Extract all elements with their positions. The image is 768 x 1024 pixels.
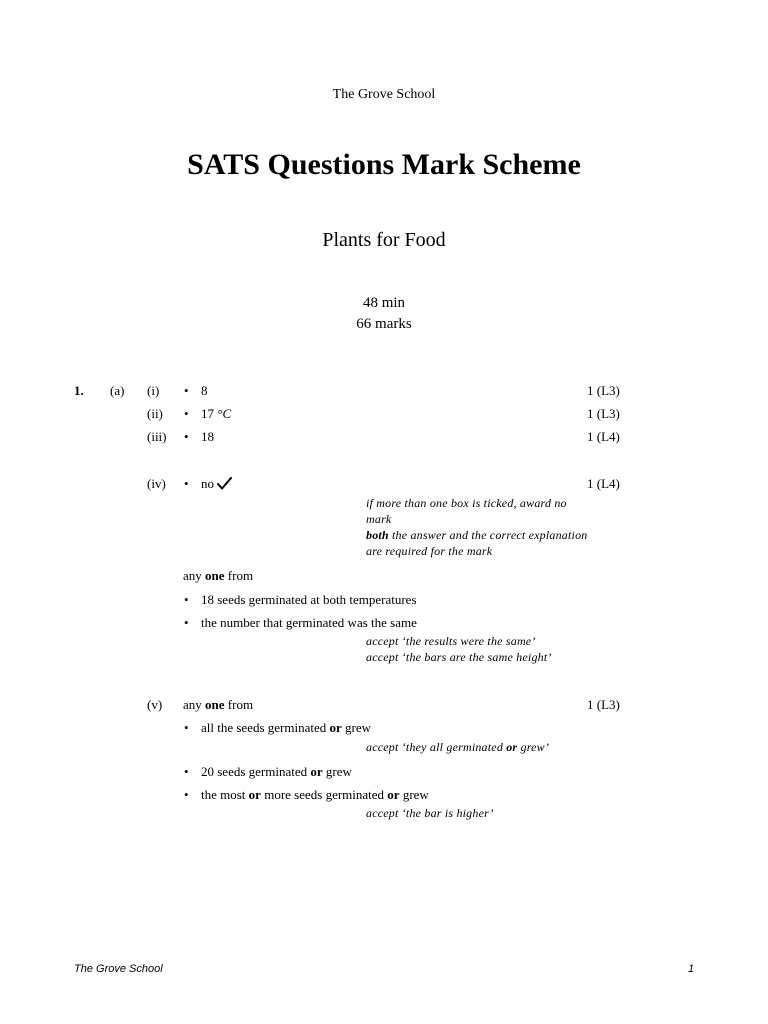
mark-iii: 1 (L4) <box>587 429 620 444</box>
mark-iv: 1 (L4) <box>587 476 620 491</box>
accept-note: accept ‘the bars are the same height’ <box>366 650 552 664</box>
accept-text: grew’ <box>517 740 550 754</box>
option-or: or <box>310 764 323 779</box>
bullet: • <box>184 720 189 735</box>
page-number: 1 <box>688 963 695 975</box>
item-label-v: (v) <box>147 697 163 712</box>
option-text: more seeds germinated <box>260 787 388 802</box>
item-label-iv: (iv) <box>147 476 166 491</box>
bullet: • <box>184 764 189 779</box>
question-part: (a) <box>110 383 125 398</box>
accept-or: or <box>506 740 518 754</box>
mark-i: 1 (L3) <box>587 383 620 398</box>
accept-note <box>366 740 549 755</box>
mark-ii: 1 (L3) <box>587 406 620 421</box>
answer-iv-text: no <box>201 476 214 491</box>
answer-i: 8 <box>201 383 208 398</box>
bullet: • <box>184 476 189 491</box>
answer-iii: 18 <box>201 429 214 444</box>
page-subtitle: Plants for Food <box>322 229 446 251</box>
item-label-i: (i) <box>147 383 160 398</box>
bullet: • <box>184 383 189 398</box>
accept-note: accept ‘the bar is higher’ <box>366 806 494 820</box>
note-line <box>366 528 587 543</box>
note-bold: both <box>366 528 389 542</box>
any-one-bold: one <box>205 697 225 712</box>
bullet: • <box>184 615 189 630</box>
note-line: are required for the mark <box>366 544 493 558</box>
option-v-3 <box>201 787 429 803</box>
any-one-from <box>183 568 253 584</box>
option-text: 20 seeds germinated <box>201 764 311 779</box>
answer-ii <box>201 406 231 422</box>
bullet: • <box>184 592 189 607</box>
time-allowed: 48 min <box>362 295 406 311</box>
note-line: if more than one box is ticked, award no <box>366 496 567 510</box>
option-or: or <box>248 787 261 802</box>
answer-iv <box>201 476 232 494</box>
accept-note: accept ‘the results were the same’ <box>366 634 536 648</box>
note-line: mark <box>366 512 392 526</box>
option-v-1 <box>201 720 371 736</box>
option-text: the most <box>201 787 249 802</box>
option-text: grew <box>399 787 429 802</box>
accept-text: accept ‘they all germinated <box>366 740 507 754</box>
answer-ii-value: 17 <box>201 406 218 421</box>
item-label-iii: (iii) <box>147 429 167 444</box>
any-one-from <box>183 697 253 713</box>
option-iv-2: the number that germinated was the same <box>201 615 417 630</box>
note-text: the answer and the correct explanation <box>388 528 588 542</box>
any-one-post: from <box>224 697 254 712</box>
question-number: 1. <box>74 383 84 398</box>
option-text: all the seeds germinated <box>201 720 330 735</box>
school-name: The Grove School <box>332 87 436 102</box>
any-one-post: from <box>224 568 254 583</box>
item-label-ii: (ii) <box>147 406 163 421</box>
option-or: or <box>329 720 342 735</box>
page-title: SATS Questions Mark Scheme <box>187 148 581 181</box>
mark-v: 1 (L3) <box>587 697 620 712</box>
bullet: • <box>184 406 189 421</box>
bullet: • <box>184 787 189 802</box>
bullet: • <box>184 429 189 444</box>
option-iv-1: 18 seeds germinated at both temperatures <box>201 592 417 607</box>
option-or: or <box>387 787 400 802</box>
option-text: grew <box>322 764 352 779</box>
answer-ii-unit: °C <box>217 406 232 421</box>
any-one-bold: one <box>205 568 225 583</box>
any-one-pre: any <box>183 697 206 712</box>
option-text: grew <box>341 720 372 735</box>
option-v-2 <box>201 764 352 780</box>
checkmark-icon <box>217 477 232 494</box>
total-marks: 66 marks <box>356 316 412 332</box>
any-one-pre: any <box>183 568 206 583</box>
footer-school: The Grove School <box>74 963 163 975</box>
